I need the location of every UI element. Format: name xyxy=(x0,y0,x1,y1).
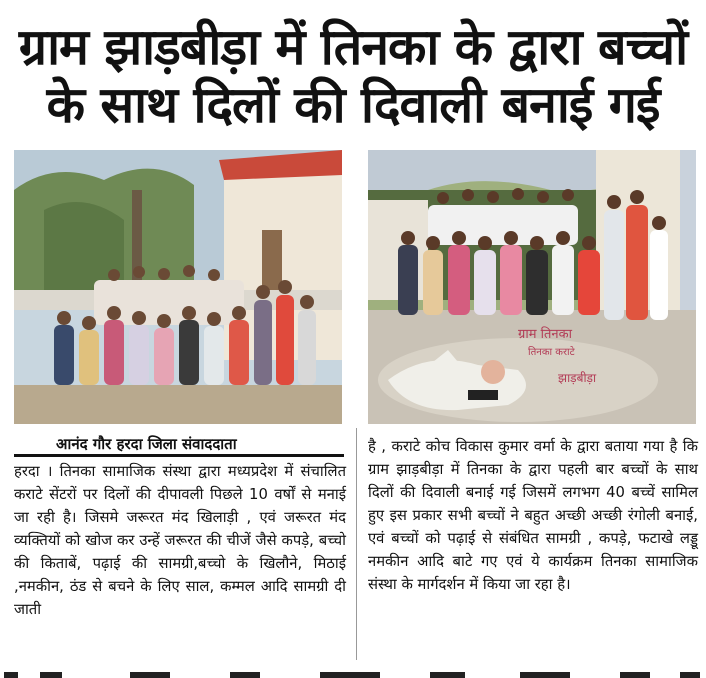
rangoli-text-3: झाड़बीड़ा xyxy=(558,371,597,385)
rangoli-text-2: तिनका कराटे xyxy=(528,347,575,358)
article-right-column: है , कराटे कोच विकास कुमार वर्मा के द्वारा बताया गया है कि ग्राम झाड़बीड़ा में तिनका के द्वारा पहली बार बच्चों के साथ दिलों की दिवाली बनाई गई जिसमें लगभग 40 बच्चें सामिल हुए इस प्रकार सभी बच्चों ने बहुत अच्छी अच्छी रंगोली बनाई, एवं बच्चों को पढ़ाई से संबंधित सामग्री , कपड़े, फटाखे लड्डू नमकीन आदि बाटे गए एवं ये कार्यक्रम तिनका सामाजिक संस्था के मार्गदर्शन में किया जा रहा है। xyxy=(368,438,698,593)
byline-rule xyxy=(14,454,344,457)
group-photo-children-outdoors-icon xyxy=(14,150,342,424)
headline-line-2: के साथ दिलों की दिवाली बनाई गई xyxy=(46,76,660,134)
column-divider xyxy=(356,428,357,660)
headline-line-1: ग्राम झाड़बीड़ा में तिनका के द्वारा बच्चों xyxy=(18,18,688,76)
next-article-edge xyxy=(0,670,706,678)
rangoli-text-1: ग्राम तिनका xyxy=(518,327,572,342)
byline: आनंद गौर हरदा जिला संवाददाता xyxy=(56,435,237,453)
byline-box xyxy=(14,433,344,457)
photo-left xyxy=(14,150,342,424)
photo-right xyxy=(368,150,696,424)
article-left-column: हरदा । तिनका सामाजिक संस्था द्वारा मध्यप्रदेश में संचालित कराटे सेंटरों पर दिलों की दीपावली पिछले 10 वर्षों से मनाई जा रही है। जिसमे जरूरत मंद खिलाड़ी , एवं जरूरत मंद व्यक्तियों को खोज कर उन्हें जरूरत की चीजें जैसे कपड़े, बच्चो की किताबें, पढ़ाई की सामग्री,बच्चो के खिलौने, मिठाई ,नमकीन, ठंड से बचने के लिए साल, कम्मल आदि सामग्री दी जाती xyxy=(14,463,346,618)
headline xyxy=(0,18,706,134)
group-photo-children-with-rangoli-icon xyxy=(368,150,696,424)
